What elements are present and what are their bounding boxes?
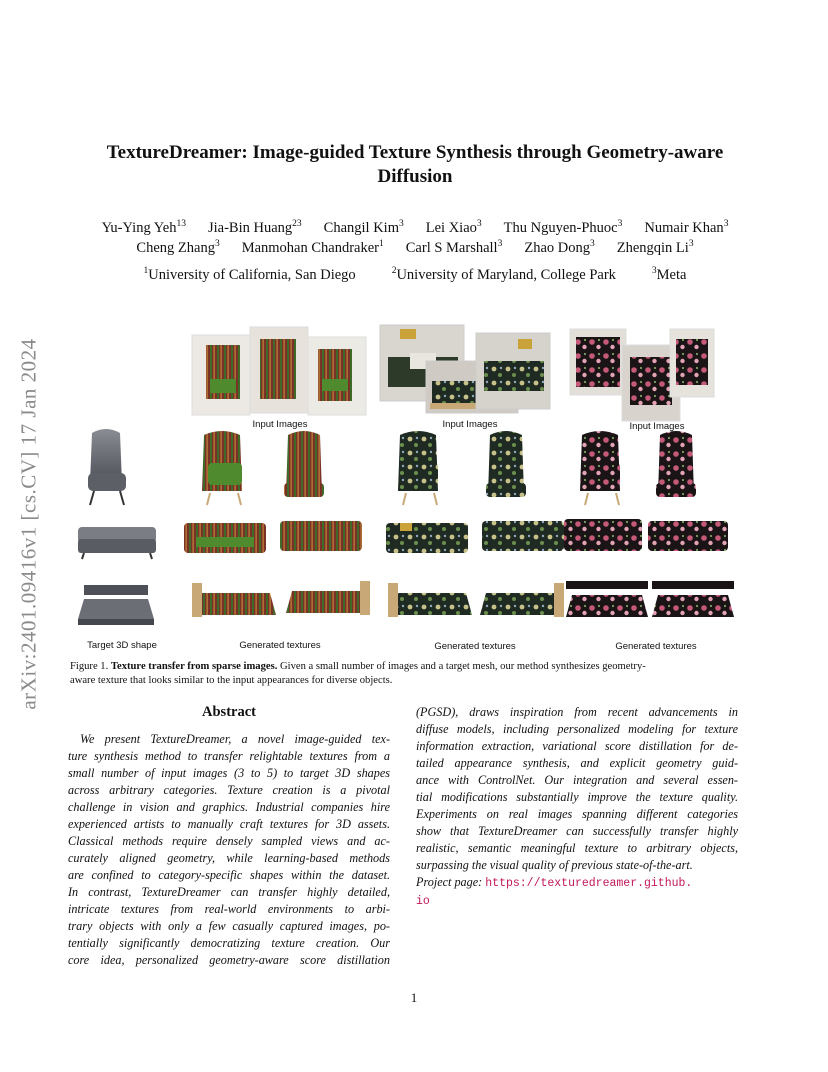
figure-artwork [70,323,760,653]
target-meshes [78,429,156,625]
abstract-line: experienced artists to manually craft textures for 3D assets. [68,817,390,831]
project-page-link[interactable]: https://texturedreamer.github. [485,877,693,890]
abstract-line: ture synthesis method to transfer relightable textures from a [68,749,390,763]
author-name: Changil Kim$^3$ [323,219,404,236]
authors-row-2 [60,238,770,258]
generated-dark-floral [386,431,564,617]
abstract-line: We present TextureDreamer, a novel image-guided tex- [80,732,390,746]
author-name: Manmohan Chandraker$^1$ [241,239,384,256]
author-name: Jia-Bin Huang$^{23}$ [208,219,302,236]
abstract-line: are confined to category-specific shapes within the dataset. [68,868,390,882]
generated-pink-floral [564,431,734,617]
input-photos-3 [570,329,714,421]
abstract-line: realistic, semantic meaningful texture to arbitrary objects, [416,841,738,855]
input-images-label-2: Input Images [442,419,498,430]
caption-bold: Texture transfer from sparse images. [110,661,278,672]
input-photos-1 [192,327,366,415]
generated-label-1: Generated textures [239,640,321,651]
teaser-figure [70,323,760,653]
abstract-line: core idea, personalized geometry-aware score distillation [68,953,390,967]
abstract-right-text [416,704,738,874]
affiliations [60,265,770,285]
author-name: Zhengqin Li$^3$ [616,239,694,256]
generated-striped [184,431,370,617]
abstract-line: surpassing the visual quality of previous state-of-the-art. [416,858,693,872]
caption-label: Figure 1. [70,661,109,672]
abstract-line: diffuse models, including personalized modeling for texture [416,722,738,736]
abstract-line: tailed appearance synthesis, and explicit geometry guid- [416,756,738,770]
abstract-left-text [68,731,390,969]
figure-caption [70,660,760,688]
abstract-line: information extraction, variational score distillation for de- [416,739,738,753]
arxiv-stamp [12,290,46,758]
abstract-line: Classical methods require densely sampled views and ac- [68,834,390,848]
author-name: Carl S Marshall$^3$ [405,239,503,256]
abstract-line: ance with ControlNet. Our integration and several essen- [416,773,738,787]
abstract-line: small number of input images (3 to 5) to target 3D shapes [68,766,390,780]
paper-title [70,141,760,189]
abstract-line: intricate textures from real-world environments to arbi- [68,902,390,916]
authors-row-1 [60,218,770,238]
project-page-prefix: Project page: [416,875,486,889]
abstract-line: trary objects with only a few casually captured images, po- [68,919,390,933]
author-name: Lei Xiao$^3$ [425,219,482,236]
abstract-line: (PGSD), draws inspiration from recent advancements in [416,705,738,719]
abstract-line: show that TextureDreamer can successfully transfer highly [416,824,738,838]
affiliation: $^3$Meta [651,266,687,283]
abstract-right-column [416,704,738,910]
abstract-line: across arbitrary categories. Texture creation is a pivotal [68,783,390,797]
abstract-line: Experiments on real images spanning different categories [416,807,738,821]
author-name: Yu-Ying Yeh$^{13}$ [101,219,186,236]
input-photos-2 [380,325,550,413]
author-name: Zhao Dong$^3$ [524,239,595,256]
abstract-line: curately aligned geometry, while learning-based methods [68,851,390,865]
generated-label-3: Generated textures [615,641,697,652]
caption-line1: Given a small number of images and a target mesh, our method synthesizes geometry- [277,661,646,672]
generated-label-2: Generated textures [434,641,516,652]
author-name: Thu Nguyen-Phuoc$^3$ [503,219,623,236]
affiliation: $^1$University of California, San Diego [143,266,356,283]
caption-line2: aware texture that looks similar to the input appearances for diverse objects. [70,675,393,686]
arxiv-stamp-text: arXiv:2401.09416v1 [cs.CV] 17 Jan 2024 [16,338,41,710]
author-name: Numair Khan$^3$ [644,219,729,236]
title-line-1: TextureDreamer: Image-guided Texture Synthesis through Geometry-aware [106,142,724,163]
target-shape-label: Target 3D shape [87,640,157,651]
abstract-line: In contrast, TextureDreamer can transfer highly detailed, [68,885,390,899]
input-images-label-3: Input Images [629,421,685,432]
abstract-line: challenge in vision and graphics. Industrial companies hire [68,800,390,814]
affiliation: $^2$University of Maryland, College Park [391,266,616,283]
abstract-left-column [68,704,390,969]
project-page-link-end[interactable]: io [416,895,430,908]
title-line-2: Diffusion [377,166,453,187]
abstract-line: tial modifications substantially improve the texture quality. [416,790,738,804]
abstract-line: tentially significantly democratizing texture creation. Our [68,936,390,950]
input-images-label-1: Input Images [252,419,308,430]
abstract-heading: Abstract [202,704,256,720]
author-name: Cheng Zhang$^3$ [136,239,220,256]
page-number: 1 [410,990,418,1005]
